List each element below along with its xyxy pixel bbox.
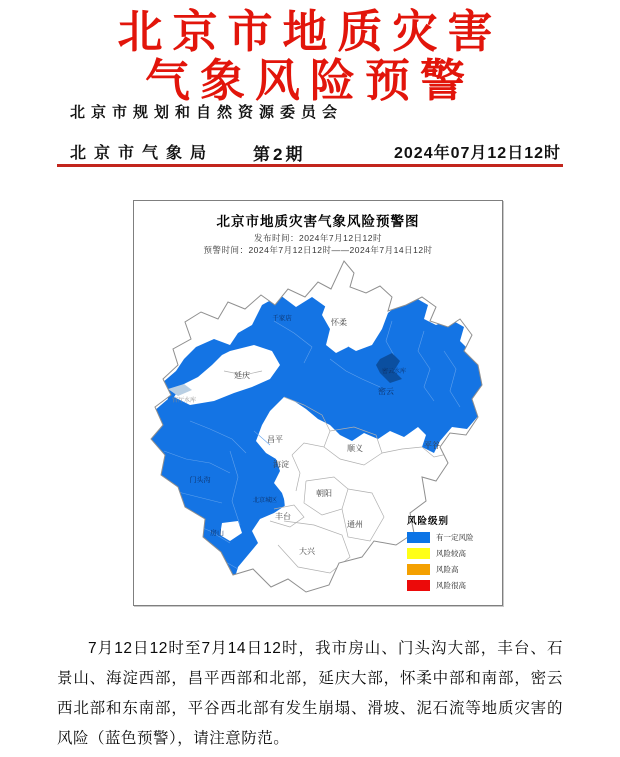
legend-item [407,532,493,543]
issue-datetime: 2024年07月12日12时 [394,145,561,162]
map-label: 密云水库 [381,369,407,375]
legend-items [407,532,493,591]
doc-title-line2: 气象风险预警 [144,56,475,106]
map-label: 怀柔 [331,318,347,327]
legend-label: 有一定风险 [436,533,474,542]
legend-label: 风险高 [436,565,459,574]
legend-item [407,548,493,559]
org-committee: 北京市规划和自然资源委员会 [70,105,344,121]
map-label: 丰台 [275,512,291,521]
legend-swatch [407,580,430,591]
warning-paragraph: 7月12日12时至7月14日12时，我市房山、门头沟大部，丰台、石景山、海淀西部，昌平西部和北部，延庆大部，怀柔中部和南部，密云西北部和东南部，平谷西北部有发生崩塌、滑坡、泥石流等地质灾害的风险（蓝色预警），请注意防范。 [57,639,563,747]
legend-item [407,580,493,591]
legend-item [407,564,493,575]
legend-swatch [407,548,430,559]
map-label: 顺义 [347,444,363,453]
map-label: 北京城区 [252,498,278,504]
warning-map-box [133,200,503,606]
legend-swatch [407,532,430,543]
map-label: 朝阳 [316,489,332,498]
map-legend [407,513,493,596]
map-label: 房山 [210,530,224,537]
issue-number: 第2期 [253,145,306,164]
legend-label: 风险很高 [436,581,466,590]
map-label: 通州 [347,520,363,529]
map-title: 北京市地质灾害气象风险预警图 [216,214,420,229]
doc-title-line1: 北京市地质灾害 [117,7,503,57]
map-label: 千家店 [272,315,292,322]
legend-label: 风险较高 [436,549,466,558]
map-publish-time: 发布时间：2024年7月12日12时 [253,233,383,243]
legend-title: 风险级别 [407,516,450,527]
map-label: 密云 [378,387,394,396]
map-label: 昌平 [267,435,283,444]
map-label: 延庆 [234,371,250,380]
map-warning-time: 预警时间：2024年7月12日12时——2024年7月14日12时 [203,245,433,255]
map-label: 大兴 [299,547,315,556]
org-bureau: 北京市气象局 [70,145,215,162]
map-label: 平谷 [424,441,440,450]
doc-title [0,8,620,106]
map-label: 海淀 [273,460,289,469]
map-label: 门头沟 [189,477,211,484]
issue-meta-row [57,140,563,164]
header-rule [57,164,563,167]
legend-swatch [407,564,430,575]
map-label: 官厅水库 [171,398,197,404]
